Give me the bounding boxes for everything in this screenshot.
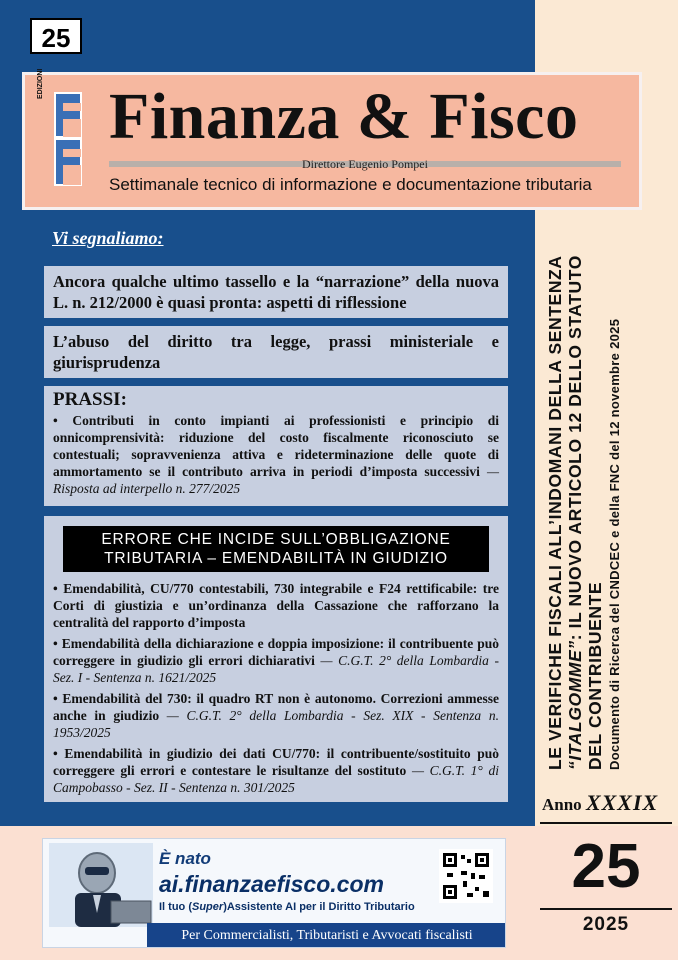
prassi-box bbox=[44, 386, 508, 506]
errore-banner bbox=[63, 526, 489, 572]
list-item-ref: — C.G.T. 2° della Lombardia - Sez. XIX - Sentenza n. 1953/2025 bbox=[53, 708, 499, 740]
prassi-item-text: Contributi in conto impianti ai professionisti e principio di onnicomprensività: riduzione del costo fiscalmente riconosciuto se contestuali; sopravvenienza attiva e rideterminazione delle quote di ammortamento se il contributo arriva in periodi d’imposta successivi bbox=[53, 413, 500, 479]
prassi-item: • Contributi in conto impianti ai professionisti e principio di onnicomprensività: riduzione del costo fiscalmente riconosciuto se contestuali; sopravvenienza attiva e rideterminazione delle quote di ammortamento se il contributo arriva in periodi d’imposta successivi — Risposta ad interpello n. 277/2025 bbox=[53, 413, 500, 496]
anno-word: Anno bbox=[542, 795, 582, 814]
logo-label: EDIZIONI bbox=[37, 68, 44, 99]
list-item: • Emendabilità della dichiarazione e doppia imposizione: il contribuente può correggere in giudizio gli errori dichiarativi — C.G.T. 2° della Lombardia - Sez. I - Sentenza n. 1621/2025 bbox=[53, 636, 499, 685]
list-item-ref: — C.G.T. 2° della Lombardia - Sez. I - Sentenza n. 1621/2025 bbox=[53, 653, 499, 685]
issue-year: 2025 bbox=[582, 914, 630, 935]
side-title-italgomme: “ITALGOMME” bbox=[565, 640, 585, 770]
ff-logo-icon bbox=[37, 68, 83, 189]
headline-box-2: L’abuso del diritto tra legge, prassi ministeriale e giurisprudenza bbox=[44, 326, 508, 378]
masthead bbox=[22, 68, 642, 210]
list-item: • Emendabilità in giudizio dei dati CU/770: il contribuente/sostituito può correggere gli errori e contestare le risultanze del sostituto — C.G.T. 1° di Campobasso - Sez. II - Sentenza n. 301/2025 bbox=[53, 746, 500, 795]
ad-url-link[interactable]: ai.finanzaefisco.com bbox=[159, 871, 384, 897]
list-item: • Emendabilità del 730: il quadro RT non è autonomo. Correzioni ammesse anche in giudizio — C.G.T. 2° della Lombardia - Sez. XIX - Sentenza n. 1953/2025 bbox=[53, 691, 499, 740]
ad-subtitle-super: Super bbox=[192, 901, 224, 913]
list-item-text: Emendabilità del 730: il quadro RT non è autonomo. Correzioni ammesse anche in giudizio bbox=[53, 691, 499, 723]
magazine-title: Finanza & Fisco bbox=[109, 80, 579, 153]
tagline: Settimanale tecnico di informazione e documentazione tributaria bbox=[109, 175, 592, 194]
anno-roman: XXXIX bbox=[585, 790, 659, 815]
side-title-line-2-rest: : IL NUOVO ARTICOLO 12 DELLO STATUTO bbox=[565, 255, 585, 641]
director-line: Direttore Eugenio Pompei bbox=[302, 157, 428, 171]
banner-line-1: ERRORE CHE INCIDE SULL’OBBLIGAZIONE bbox=[101, 531, 451, 548]
list-item-text: Emendabilità della dichiarazione e doppia imposizione: il contribuente può correggere in giudizio gli errori dichiarativi bbox=[53, 636, 499, 668]
side-title-source: Documento di Ricerca del CNDCEC e della FNC del 12 novembre 2025 bbox=[607, 318, 622, 770]
headline-box-1: Ancora qualche ultimo tassello e la “narrazione” della nuova L. n. 212/2000 è quasi pronta: aspetti di riflessione bbox=[44, 266, 508, 318]
ai-advert[interactable] bbox=[42, 838, 506, 948]
side-feature-title bbox=[545, 255, 675, 770]
issue-number-badge: 25 bbox=[30, 18, 82, 54]
robot-icon bbox=[49, 843, 153, 927]
side-title-line-2 bbox=[565, 255, 585, 770]
prassi-item-ref: — Risposta ad interpello n. 277/2025 bbox=[53, 464, 500, 496]
list-item-ref: — C.G.T. 1° di Campobasso - Sez. II - Sentenza n. 301/2025 bbox=[53, 763, 499, 795]
errore-box bbox=[44, 516, 508, 802]
side-title-line-1: LE VERIFICHE FISCALI ALL’INDOMANI DELLA SENTENZA bbox=[545, 255, 565, 770]
ad-subtitle bbox=[159, 901, 415, 913]
ad-subtitle-pre: Il tuo ( bbox=[159, 901, 192, 913]
ad-footer: Per Commercialisti, Tributaristi e Avvocati fiscalisti bbox=[147, 923, 506, 948]
list-item-text: Emendabilità, CU/770 contestabili, 730 integrabile e F24 rettificabile: tre Corti di giustizia e un’ordinanza della Cassazione che rafforzano la centralità del rapporto d’imposta bbox=[53, 581, 499, 630]
ad-headline: È nato bbox=[159, 849, 211, 868]
prassi-heading: PRASSI: bbox=[53, 389, 127, 410]
volume-label bbox=[542, 790, 658, 816]
banner-line-2: TRIBUTARIA – EMENDABILITÀ IN GIUDIZIO bbox=[104, 550, 448, 567]
side-title-line-3: DEL CONTRIBUENTE bbox=[585, 581, 605, 770]
qr-code-icon[interactable] bbox=[439, 849, 493, 903]
big-issue-number: 25 bbox=[571, 832, 641, 901]
divider bbox=[540, 822, 672, 824]
ad-subtitle-post: )Assistente AI per il Diritto Tributario bbox=[223, 901, 415, 913]
list-item-text: Emendabilità in giudizio dei dati CU/770: il contribuente/sostituito può correggere gli errori e contestare le risultanze del sostituto bbox=[53, 746, 500, 778]
list-item: • Emendabilità, CU/770 contestabili, 730 integrabile e F24 rettificabile: tre Corti di giustizia e un’ordinanza della Cassazione che rafforzano la centralità del rapporto d’imposta bbox=[53, 581, 499, 630]
signal-heading: Vi segnaliamo: bbox=[52, 228, 164, 248]
divider bbox=[540, 908, 672, 910]
